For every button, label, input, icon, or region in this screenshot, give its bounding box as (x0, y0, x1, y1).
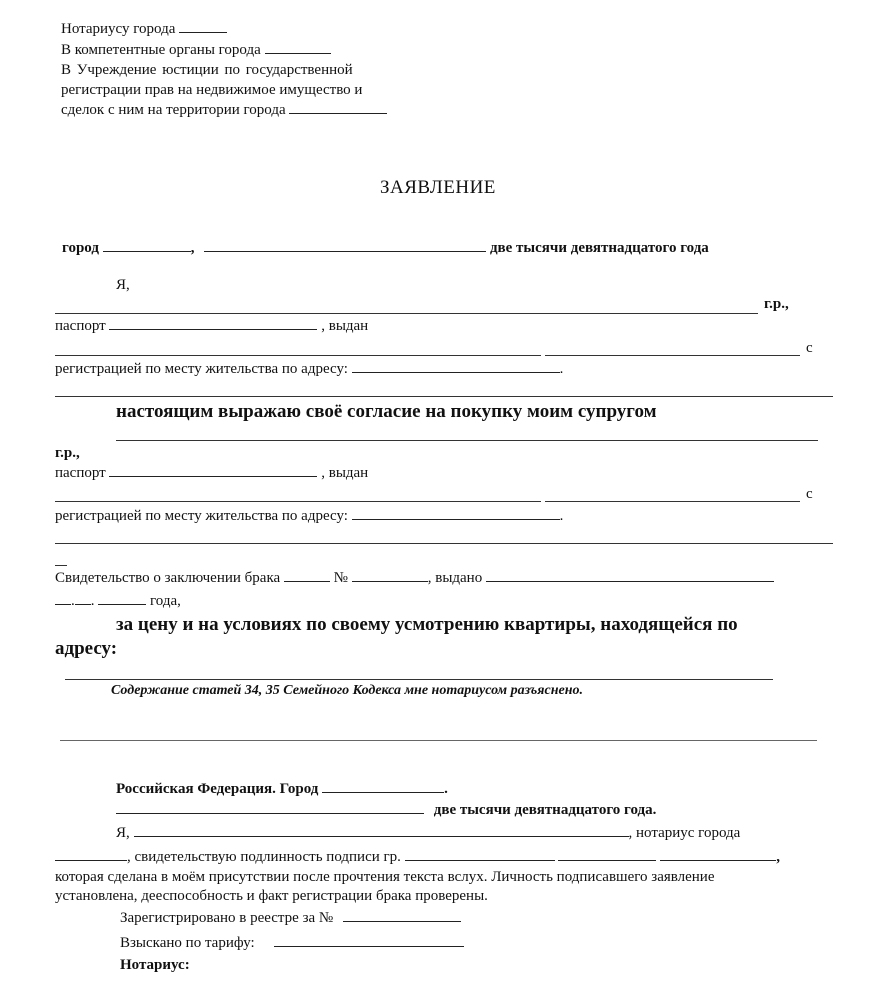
certify-label: , свидетельствую подлинность подписи гр. (127, 849, 401, 865)
issued-label: , выдан (321, 465, 369, 481)
city-label: город (62, 240, 99, 256)
notary-paragraph-line2: установлена, дееспособность и факт регистрации брака проверены. (55, 888, 488, 904)
consent-text: настоящим выражаю своё согласие на покупку моим супругом (116, 401, 657, 422)
applicant-registration-row (55, 362, 563, 377)
notary-city2-field[interactable] (55, 859, 127, 861)
addressee-notary-label: Нотариусу города (61, 21, 176, 37)
spouse-issuer-field[interactable] (55, 501, 541, 502)
date-field[interactable] (204, 250, 486, 252)
addressee-notary (61, 22, 227, 37)
addressee-justice-line3 (61, 103, 387, 118)
notary-signature-label: Нотариус: (120, 957, 190, 973)
addressee-justice-line2: регистрации прав на недвижимое имущество и (61, 82, 363, 98)
spouse-passport-field[interactable] (109, 475, 317, 477)
marriage-day-field[interactable] (55, 603, 71, 605)
passport-label: паспорт (55, 465, 106, 481)
number-label: № (333, 570, 348, 586)
registry-label: Зарегистрировано в реестре за № (120, 910, 334, 926)
property-address-field[interactable] (65, 679, 773, 680)
period: . (559, 508, 564, 524)
spouse-address-continuation-field[interactable] (55, 543, 833, 544)
date-line (62, 241, 709, 256)
signature-line[interactable] (60, 740, 817, 741)
notary-certify-row (55, 850, 780, 865)
issued-label: , выдан (321, 318, 369, 334)
tariff-label: Взыскано по тарифу: (120, 935, 255, 951)
notary-date-field[interactable] (116, 812, 424, 814)
addressee-authorities (61, 43, 331, 58)
spouse-address-field[interactable] (352, 518, 560, 520)
spouse-with-label: с (806, 486, 813, 502)
passport-label: паспорт (55, 318, 106, 334)
applicant-ya: Я, (116, 277, 130, 293)
purchase-text-line1: за цену и на условиях по своему усмотрению квартиры, находящейся по (116, 614, 738, 635)
signer-name-field[interactable] (558, 859, 656, 861)
comma: , (776, 849, 780, 865)
applicant-name-field[interactable] (55, 313, 758, 314)
notary-date-row (116, 803, 656, 818)
addressee-justice-line1: В Учреждение юстиции по государственной (61, 62, 353, 78)
applicant-issue-date-field[interactable] (545, 355, 800, 356)
certificate-issuer-field[interactable] (486, 580, 774, 582)
notary-city-field[interactable] (179, 31, 227, 33)
applicant-address-field[interactable] (352, 371, 560, 373)
applicant-address-continuation-field[interactable] (55, 396, 833, 397)
purchase-text-line2: адресу: (55, 638, 118, 659)
registration-city-field[interactable] (289, 112, 387, 114)
certificate-number-field[interactable] (352, 580, 428, 582)
spouse-address-dash (55, 565, 67, 566)
applicant-passport-field[interactable] (109, 328, 317, 330)
marriage-month-field[interactable] (75, 603, 91, 605)
certificate-series-field[interactable] (284, 580, 330, 582)
notary-city-field[interactable] (322, 791, 444, 793)
notary-ya: Я, (116, 825, 130, 841)
spouse-passport-row (55, 466, 368, 481)
document-title: ЗАЯВЛЕНИЕ (380, 177, 496, 198)
applicant-issuer-field[interactable] (55, 355, 541, 356)
registration-label: регистрацией по месту жительства по адресу: (55, 508, 348, 524)
spouse-issue-date-field[interactable] (545, 501, 800, 502)
marriage-date-row: . . года, (55, 594, 181, 609)
tariff-field[interactable] (274, 945, 464, 947)
period: . (444, 781, 448, 797)
applicant-birth-suffix: г.р., (764, 296, 789, 312)
comma: , (190, 240, 195, 256)
addressee-authorities-label: В компетентные органы города (61, 42, 261, 58)
registration-label: регистрацией по месту жительства по адресу: (55, 361, 348, 377)
period: . (559, 361, 564, 377)
year-text: две тысячи девятнадцатого года (489, 240, 709, 256)
notary-name-field[interactable] (134, 835, 629, 837)
spouse-name-field[interactable] (116, 440, 818, 441)
applicant-passport-row (55, 319, 368, 334)
notary-year-text: две тысячи девятнадцатого года. (433, 802, 657, 818)
registry-number-field[interactable] (343, 920, 461, 922)
certificate-label: Свидетельство о заключении брака (55, 570, 281, 586)
notary-name-row (116, 826, 740, 841)
city-field[interactable] (103, 250, 191, 252)
issued-label: , выдано (427, 570, 483, 586)
notary-city-label: , нотариус города (628, 825, 741, 841)
spouse-birth-suffix: г.р., (55, 445, 80, 461)
marriage-year-field[interactable] (98, 603, 146, 605)
notary-rf-city-row (116, 782, 448, 797)
marriage-certificate-row (55, 571, 774, 586)
signer-surname-field[interactable] (405, 859, 555, 861)
rf-city-label: Российская Федерация. Город (116, 781, 319, 797)
addressee-justice-line3-label: сделок с ним на территории города (61, 102, 286, 118)
year-label: года, (150, 593, 181, 609)
spouse-registration-row (55, 509, 563, 524)
authorities-city-field[interactable] (265, 52, 331, 54)
tariff-row (120, 936, 464, 951)
registry-row (120, 911, 461, 926)
applicant-with-label: с (806, 340, 813, 356)
signer-patronymic-field[interactable] (660, 859, 776, 861)
notary-paragraph-line1: которая сделана в моём присутствии после прочтения текста вслух. Личность подписавшего заявление (55, 869, 715, 885)
family-code-note: Содержание статей 34, 35 Семейного Кодекса мне нотариусом разъяснено. (111, 683, 583, 698)
